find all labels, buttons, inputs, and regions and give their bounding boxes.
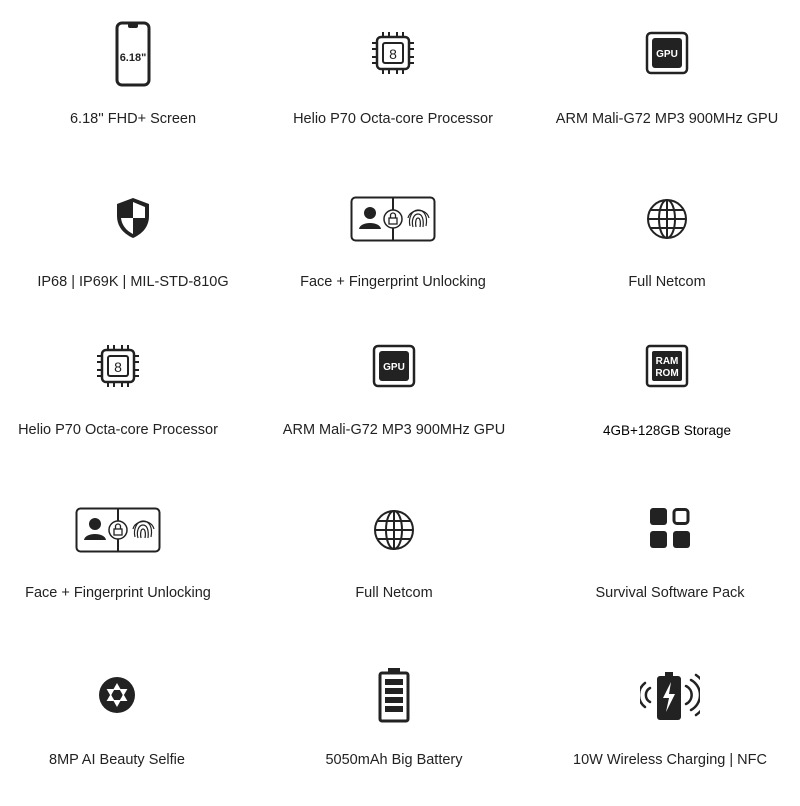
- globe-icon: [373, 509, 415, 551]
- octa-core-chip-icon: [371, 31, 415, 75]
- feature-software-pack: [537, 489, 800, 639]
- feature-label: Full Netcom: [628, 274, 706, 290]
- battery-icon: [378, 667, 410, 723]
- feature-processor: [0, 326, 251, 476]
- svg-text:RAM: RAM: [655, 356, 679, 367]
- feature-gpu: [534, 15, 800, 165]
- feature-label: 6.18'' FHD+ Screen: [69, 111, 197, 127]
- feature-label: ARM Mali-G72 MP3 900MHz GPU: [555, 111, 779, 127]
- feature-rugged: [0, 178, 266, 328]
- gpu-chip-icon: [372, 344, 416, 388]
- feature-netcom: [261, 489, 527, 639]
- svg-text:8: 8: [114, 359, 122, 375]
- feature-selfie: [0, 656, 250, 806]
- ram-rom-icon: [645, 344, 689, 388]
- feature-label: IP68 | IP69K | MIL-STD-810G: [37, 274, 229, 290]
- face-fingerprint-icon: [350, 196, 436, 242]
- svg-text:GPU: GPU: [656, 49, 678, 60]
- feature-label: Helio P70 Octa-core Processor: [18, 422, 218, 438]
- feature-label: Face + Fingerprint Unlocking: [300, 274, 486, 290]
- feature-label: 4GB+128GB Storage: [603, 423, 731, 438]
- wireless-charging-icon: [640, 668, 700, 722]
- face-fingerprint-icon: [75, 507, 161, 553]
- feature-face-fingerprint: [260, 178, 526, 328]
- feature-label: 5050mAh Big Battery: [325, 752, 463, 768]
- phone-screen-icon: [115, 21, 151, 87]
- screen-size-text: 6.18": [119, 52, 147, 64]
- feature-label: Helio P70 Octa-core Processor: [293, 111, 493, 127]
- octa-core-chip-icon: [96, 344, 140, 388]
- globe-icon: [646, 198, 688, 240]
- feature-label: Survival Software Pack: [595, 585, 745, 601]
- svg-text:GPU: GPU: [383, 362, 405, 373]
- svg-text:8: 8: [389, 46, 397, 62]
- feature-label: 10W Wireless Charging | NFC: [573, 752, 767, 768]
- shield-icon: [114, 196, 152, 240]
- apps-grid-icon: [649, 507, 691, 549]
- feature-label: 8MP AI Beauty Selfie: [49, 752, 185, 768]
- feature-face-fingerprint: [0, 489, 251, 639]
- gpu-chip-icon: [645, 31, 689, 75]
- camera-aperture-icon: [97, 675, 137, 715]
- feature-wireless-charging: [537, 656, 800, 806]
- feature-label: Face + Fingerprint Unlocking: [25, 585, 211, 601]
- feature-gpu: [261, 326, 527, 476]
- feature-processor: [260, 15, 526, 165]
- feature-label: ARM Mali-G72 MP3 900MHz GPU: [282, 422, 506, 438]
- feature-label: Full Netcom: [355, 585, 433, 601]
- feature-netcom: [534, 178, 800, 328]
- feature-screen: [0, 15, 266, 165]
- feature-battery: [261, 656, 527, 806]
- svg-text:ROM: ROM: [655, 368, 679, 379]
- feature-storage: [534, 326, 800, 476]
